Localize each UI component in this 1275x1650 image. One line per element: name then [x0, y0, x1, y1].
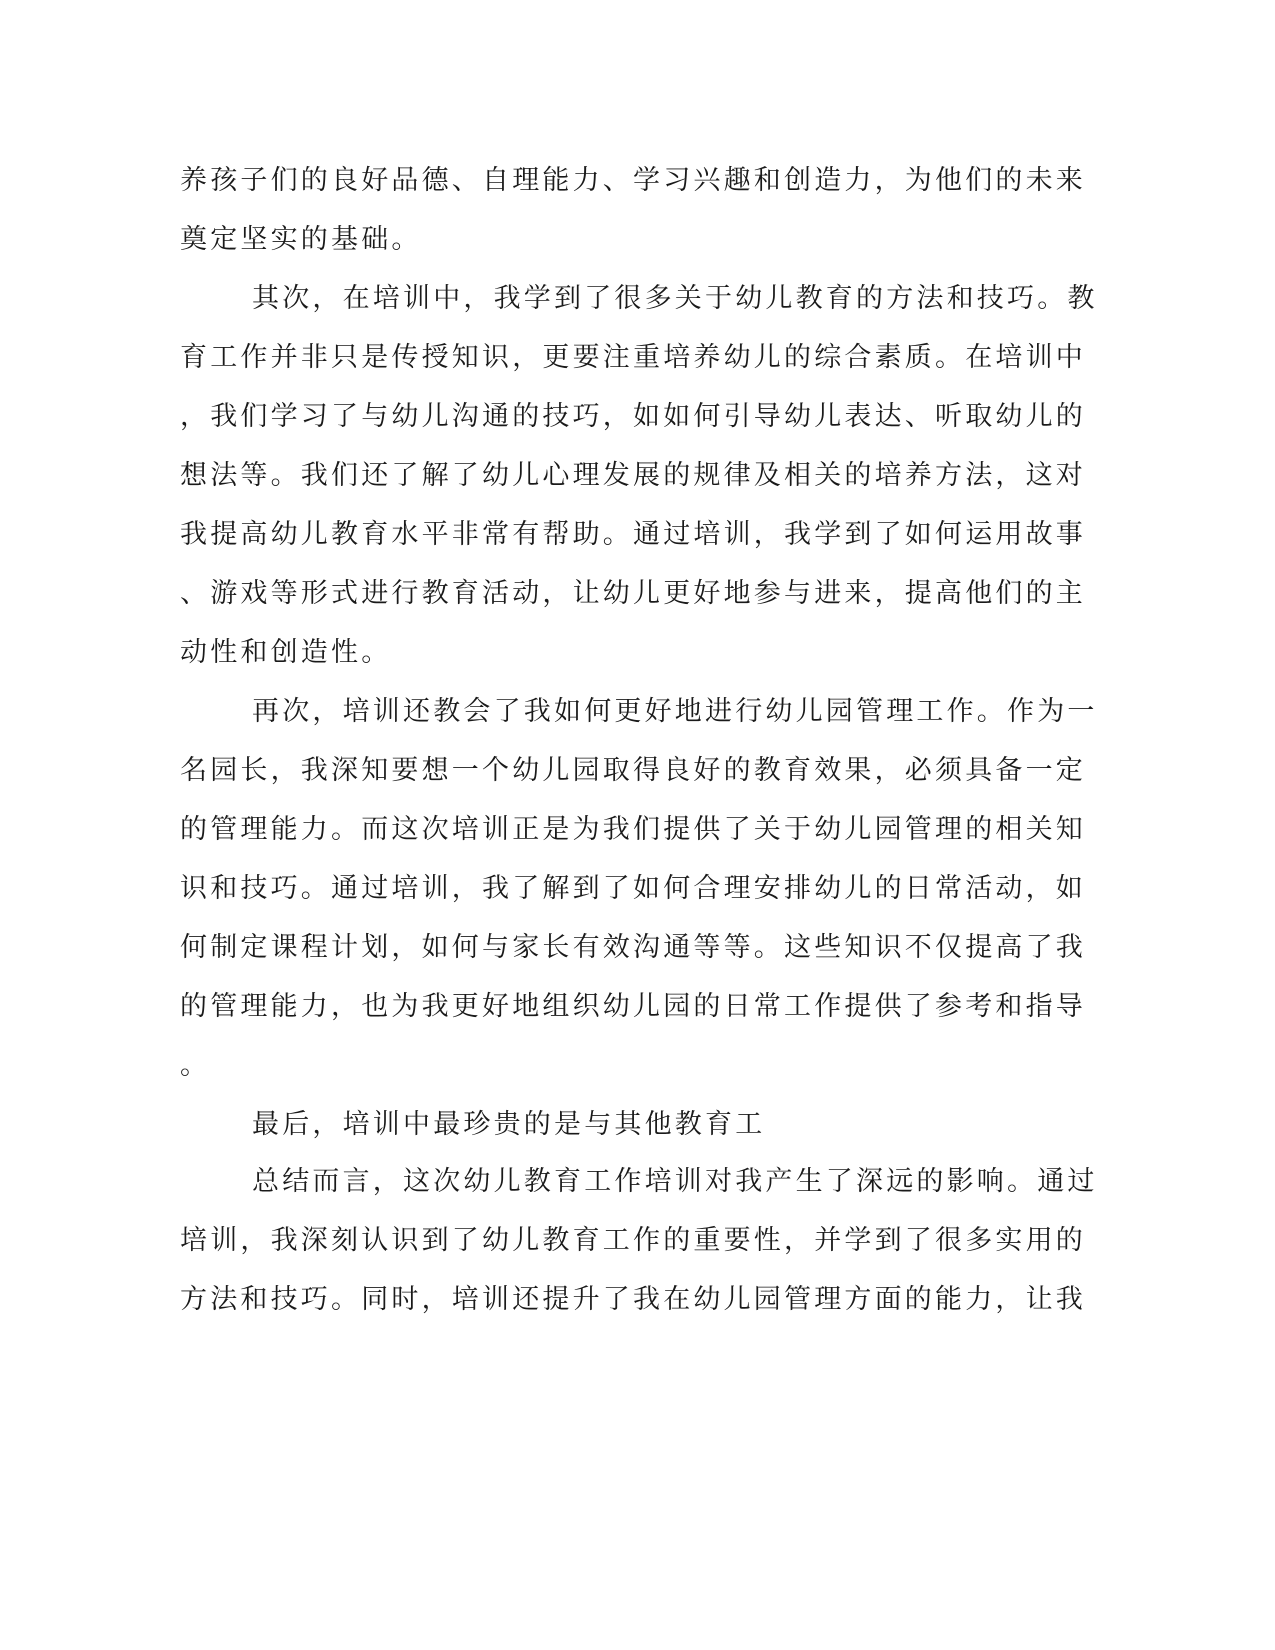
- text-line: 识和技巧。通过培训，我了解到了如何合理安排幼儿的日常活动，如: [180, 873, 1086, 904]
- text-line: 。: [180, 1050, 211, 1081]
- paragraph-first-line: 其次，在培训中，我学到了很多关于幼儿教育的方法和技巧。教: [252, 283, 1098, 314]
- text-line: 育工作并非只是传授知识，更要注重培养幼儿的综合素质。在培训中: [180, 342, 1086, 373]
- text-line: 养孩子们的良好品德、自理能力、学习兴趣和创造力，为他们的未来: [180, 165, 1086, 196]
- text-line: 想法等。我们还了解了幼儿心理发展的规律及相关的培养方法，这对: [180, 460, 1086, 491]
- text-line: 培训，我深刻认识到了幼儿教育工作的重要性，并学到了很多实用的: [180, 1225, 1086, 1256]
- text-line: 何制定课程计划，如何与家长有效沟通等等。这些知识不仅提高了我: [180, 932, 1086, 963]
- text-line: ，我们学习了与幼儿沟通的技巧，如如何引导幼儿表达、听取幼儿的: [180, 401, 1086, 432]
- text-line: 、游戏等形式进行教育活动，让幼儿更好地参与进来，提高他们的主: [180, 578, 1086, 609]
- text-line: 名园长，我深知要想一个幼儿园取得良好的教育效果，必须具备一定: [180, 755, 1086, 786]
- text-line: 动性和创造性。: [180, 637, 392, 668]
- paragraph-first-line: 最后，培训中最珍贵的是与其他教育工: [252, 1109, 766, 1140]
- paragraph-first-line: 再次，培训还教会了我如何更好地进行幼儿园管理工作。作为一: [252, 696, 1098, 727]
- paragraph-first-line: 总结而言，这次幼儿教育工作培训对我产生了深远的影响。通过: [252, 1166, 1098, 1197]
- text-line: 的管理能力，也为我更好地组织幼儿园的日常工作提供了参考和指导: [180, 991, 1086, 1022]
- text-line: 方法和技巧。同时，培训还提升了我在幼儿园管理方面的能力，让我: [180, 1284, 1086, 1315]
- text-line: 我提高幼儿教育水平非常有帮助。通过培训，我学到了如何运用故事: [180, 519, 1086, 550]
- text-line: 的管理能力。而这次培训正是为我们提供了关于幼儿园管理的相关知: [180, 814, 1086, 845]
- text-line: 奠定坚实的基础。: [180, 224, 422, 255]
